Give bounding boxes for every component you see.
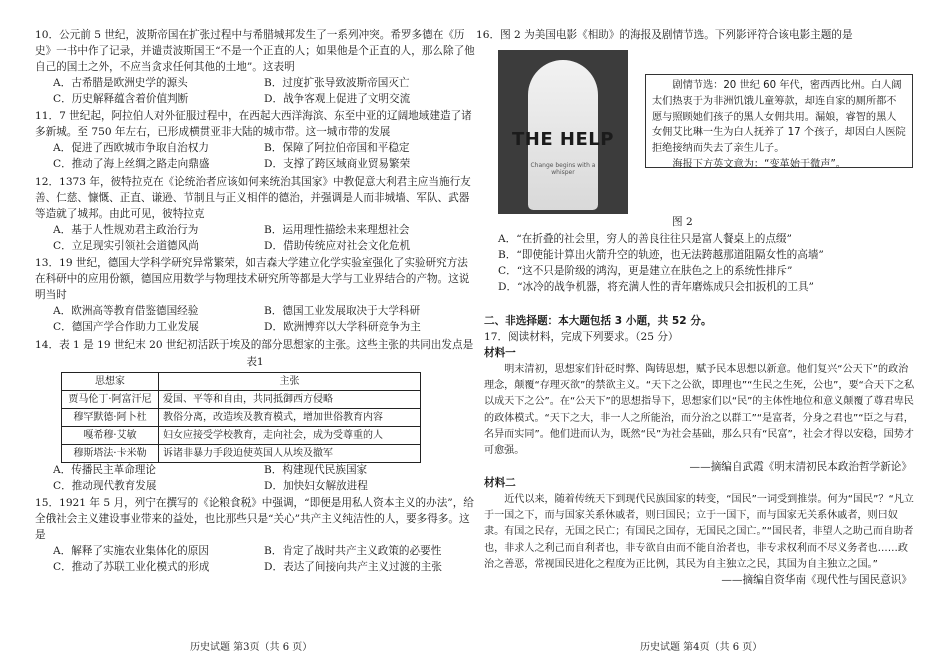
figure-caption: 图 2 [672, 216, 693, 228]
option-c: C．“这不只是阶级的鸿沟，更是建立在肤色之上的系统性排斥” [498, 264, 793, 277]
option-a: A．古希腊是欧洲史学的源头 [53, 76, 188, 89]
option-d: D．战争客观上促进了文明交流 [264, 92, 411, 105]
page-footer-right: 历史试题 第4页（共 6 页） [640, 642, 763, 653]
option-c: C．推动现代教育发展 [53, 479, 157, 492]
question-stem: 12．1373 年，彼特拉克在《论统治者应该如何来统治其国家》中教促意大利君主应当施行友善、仁慈、慷慨、正直、谦逊、节制且与正义相伴的德治，并强调是人而非城墙、军队、武器等造就了城邦。由此可见，彼特拉克 [35, 176, 471, 220]
table-row [62, 390, 421, 408]
question-13 [35, 256, 475, 335]
claim-cell: 妇女应接受学校教育，走向社会，成为受尊重的人 [159, 426, 421, 444]
option-a: A．“在折叠的社会里，穷人的善良往往只是富人餐桌上的点缀” [498, 233, 792, 245]
section-2 [484, 314, 918, 589]
option-c: C．推动了海上丝绸之路走向鼎盛 [53, 158, 210, 171]
option-a: A．基于人性规劝君主政治行为 [53, 223, 199, 236]
option-c: C．历史解释蕴含着价值判断 [53, 92, 189, 105]
material-2-title: 材料二 [484, 476, 516, 489]
question-17-stem: 17．阅读材料，完成下列要求。（25 分） [484, 330, 679, 343]
plot-excerpt: 剧情节选：20 世纪 60 年代，密西西比州。白人阔太们热衷于为非洲饥饿儿童筹款，却连自家的厕所都不愿与照顾她们孩子的黑人女佣共用。漏娘，睿智的黑人女佣艾比琳一生为白人抚养了 17 个孩子，却因白人医院拒绝接纳而失去了亲生儿子。 [652, 80, 906, 155]
option-b: B．过度扩张导致波斯帝国灭亡 [264, 76, 410, 89]
option-b: B．保障了阿拉伯帝国和平稳定 [264, 142, 410, 155]
material-2-text: 近代以来，随着传统天下到现代民族国家的转变，“国民”一词受到推崇。何为“国民”？“凡立于一国之下，而与国家关系休戚者，则曰国民；立于一国下，而与国家无关系休戚者，则曰奴隶。有国之民存，无国之民亡；有国民之国存，无国民之国亡。”“国民者，非望人之助己而自助者也，非求人之利己而自利者也，非专欲自由而不能自治者也，非专求权利而不尽义务者也……政治之善恶，常视国民进化之程度为正比例，其民为自主独立之民，其国为自主独立之国。” [484, 493, 914, 570]
option-b: B．德国工业发展取决于大学科研 [264, 305, 421, 318]
movie-poster [498, 50, 628, 214]
thinker-cell: 穆罕默德·阿卜杜 [62, 408, 159, 426]
table-header-row [62, 372, 421, 390]
option-d: D．“冰冷的战争机器，将充满人性的青年磨炼成只会扣扳机的工具” [498, 280, 814, 293]
claim-cell: 教俗分离，改造埃及教育模式，增加世俗教育内容 [159, 408, 421, 426]
option-c: C．立足现实引领社会道德风尚 [53, 239, 199, 252]
thinker-cell: 贾马伦丁·阿富汗尼 [62, 390, 159, 408]
option-c: C．推动了苏联工业化模式的形成 [53, 561, 210, 574]
options [35, 223, 475, 255]
question-16-stem: 16．图 2 为美国电影《相助》的海报及剧情节选。下列影评符合该电影主题的是 [476, 29, 853, 41]
question-14 [35, 338, 475, 495]
question-stem: 14．表 1 是 19 世纪末 20 世纪初活跃于埃及的部分思想家的主张。这些主张的共同出发点是 [35, 338, 474, 351]
plot-excerpt-box [645, 74, 913, 171]
option-b: B．肯定了战时共产主义政策的必要性 [264, 545, 442, 558]
option-c: C．德国产学合作助力工业发展 [53, 321, 199, 334]
thinker-cell: 穆斯塔法·卡米勒 [62, 444, 159, 462]
material-1-title: 材料一 [484, 346, 516, 359]
options [35, 141, 475, 173]
header-claim: 主张 [159, 372, 421, 390]
option-b: B．“即使能计算出火箭升空的轨迹，也无法跨越那道阻隔女性的高墙” [498, 248, 824, 261]
option-a: A．欧洲高等教育借鉴德国经验 [53, 305, 199, 318]
material-2-source: ——摘编自资华南《现代性与国民意识》 [721, 574, 912, 587]
question-16-options [498, 232, 918, 296]
option-d: D．支撑了跨区域商业贸易繁荣 [264, 158, 411, 171]
option-d: D．借助传统应对社会文化危机 [264, 239, 411, 252]
material-1-source: ——摘编自武霞《明末清初民本政治哲学新论》 [689, 460, 912, 473]
question-12 [35, 175, 475, 254]
material-1-text: 明末清初，思想家们针砭时弊、陶铸思想，赋予民本思想以新意。他们复兴“公天下”的政治理念，颠覆“存理灭欲”的禁欲主义。“天下之公欲，即理也”“生民之生死，公也”，要“合天下之私以成天下之公”。在“公天下”的思想指导下，思想家们以“民”的主体性地位和意义颠覆了尊君卑民的政体模式。“天下之大，非一人之所能治，而分治之以群工”“是富者，分身之君也”“臣之与君，名异而实同”。他们进而认为，既然“民”为社会基础，那么只有“民富”，社会才得以安稳，国势才可愈强。 [484, 363, 915, 457]
left-column [35, 26, 475, 576]
table-row [62, 426, 421, 444]
question-11 [35, 109, 475, 173]
question-stem: 10．公元前 5 世纪，波斯帝国在扩张过程中与希腊城邦发生了一系列冲突。希罗多德在《历史》一书中作了记录，并谴责波斯国王“不是一个正直的人；如果他是个正直的人，那么除了他自己的国土之外，不应当贪求任何其他的土地”。这表明 [35, 29, 475, 73]
option-a: A．解释了实施农业集体化的原因 [53, 545, 209, 558]
header-thinker: 思想家 [62, 372, 159, 390]
thinker-cell: 嘎希穆·艾敏 [62, 426, 159, 444]
question-stem: 13．19 世纪，德国大学科学研究异常繁荣，如吉森大学建立化学实验室强化了实验研究方法在科研中的应用份额，德国应用数学与物理技术研究所等都是大学与工业界结合的产物。这说明当时 [35, 257, 470, 302]
question-stem: 11．7 世纪起，阿拉伯人对外征服过程中，在西起大西洋海滨、东至中亚的辽阔地域建造了诸多新城。至 750 年左右，已形成横贯亚非大陆的城市带。这一城市带的发展 [35, 110, 472, 139]
question-15 [35, 496, 475, 575]
options [35, 544, 475, 576]
question-10 [35, 28, 475, 107]
claim-cell: 爱国、平等和自由，共同抵御西方侵略 [159, 390, 421, 408]
option-a: A．传播民主革命理论 [53, 463, 156, 476]
table-caption: 表1 [246, 355, 264, 368]
table-row [62, 408, 421, 426]
question-stem: 15．1921 年 5 月，列宁在撰写的《论粮食税》中强调，“即便是用私人资本主义的办法”，给全俄社会主义建设事业带来的益处，也比那些只是“关心”共产主义纯洁性的人，要多得多。这是 [35, 497, 474, 542]
poster-title: THE HELP [512, 129, 614, 150]
option-d: D．加快妇女解放进程 [264, 479, 368, 492]
poster-tagline: Change begins with a whisper [530, 162, 596, 177]
option-d: D．欧洲博弈以大学科研竞争为主 [264, 321, 421, 334]
option-d: D．表达了间接向共产主义过渡的主张 [264, 561, 442, 574]
options [35, 463, 475, 495]
claim-cell: 诉诸非暴力手段迫使英国人从埃及撤军 [159, 444, 421, 462]
thinkers-table [61, 372, 421, 463]
page-footer-left: 历史试题 第3页（共 6 页） [190, 642, 313, 653]
option-b: B．运用理性描绘未来理想社会 [264, 223, 410, 236]
options [35, 304, 475, 336]
section-heading: 二、非选择题：本大题包括 3 小题，共 52 分。 [484, 315, 712, 327]
options [35, 76, 475, 108]
table-row [62, 444, 421, 462]
poster-slogan-note: 海报下方英文意为：“变革始于微声”。 [672, 159, 846, 171]
option-b: B．构建现代民族国家 [264, 463, 368, 476]
option-a: A．促进了西欧城市争取自治权力 [53, 142, 209, 155]
